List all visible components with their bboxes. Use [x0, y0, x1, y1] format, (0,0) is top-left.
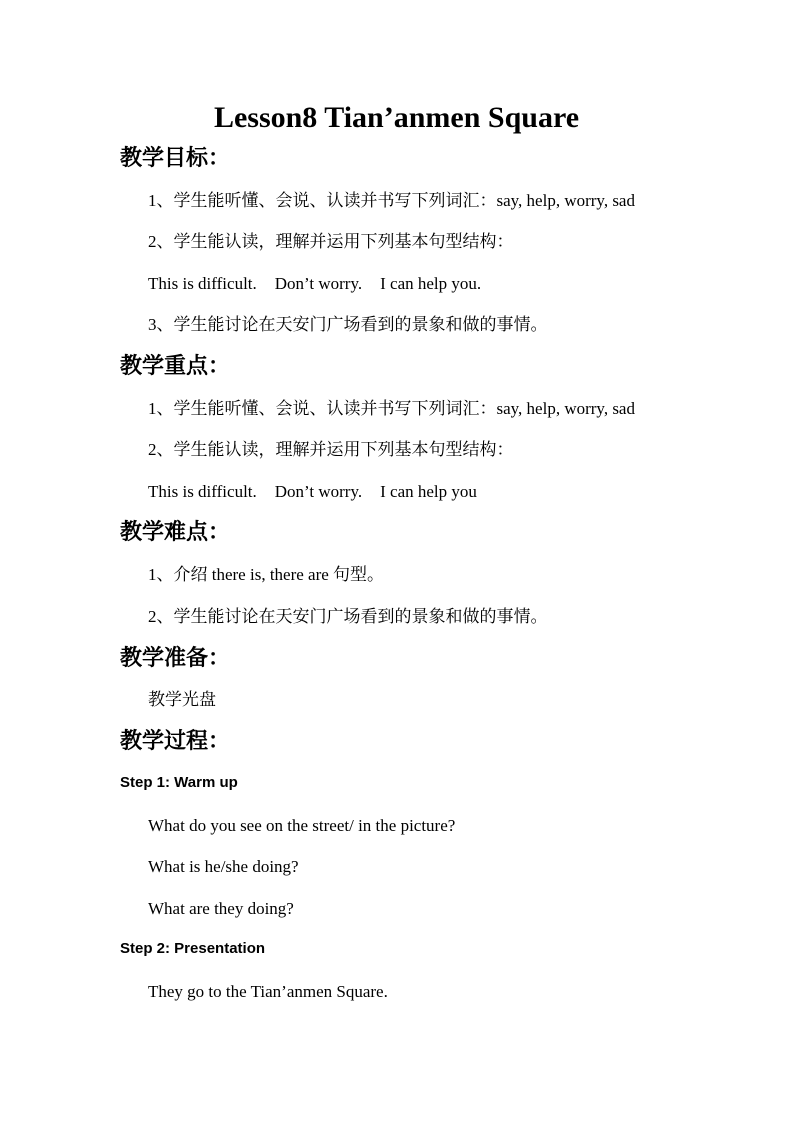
step-2-label: Step 2: Presentation	[120, 940, 266, 957]
lesson-title: Lesson8 Tian’anmen Square	[213, 101, 580, 134]
difficulties-item-1: 1、介绍 there is, there are 句型。	[148, 565, 385, 584]
difficulties-heading: 教学难点：	[120, 520, 231, 545]
process-heading: 教学过程：	[120, 729, 231, 754]
step-1-question-1: What do you see on the street/ in the picture?	[148, 816, 456, 835]
sentence-difficult: This is difficult.	[148, 482, 257, 501]
sentence-help-you: I can help you	[380, 482, 477, 501]
step-1-question-3: What are they doing?	[148, 899, 294, 918]
objectives-heading: 教学目标：	[120, 146, 231, 171]
objectives-item-1: 1、学生能听懂、会说、认读并书写下列词汇：say, help, worry, sad	[148, 191, 635, 210]
step-2-line-1: They go to the Tian’anmen Square.	[148, 982, 388, 1001]
objectives-item-3: 3、学生能讨论在天安门广场看到的景象和做的事情。	[148, 315, 548, 334]
objectives-item-2: 2、学生能认读，理解并运用下列基本句型结构：	[148, 232, 514, 251]
key-points-heading: 教学重点：	[120, 354, 231, 379]
sentence-dont-worry: Don’t worry.	[274, 274, 363, 293]
key-points-item-1: 1、学生能听懂、会说、认读并书写下列词汇：say, help, worry, sad	[148, 399, 635, 418]
step-1-label: Step 1: Warm up	[120, 774, 238, 791]
objectives-sentences	[148, 272, 481, 296]
key-points-item-2: 2、学生能认读，理解并运用下列基本句型结构：	[148, 440, 514, 459]
sentence-difficult: This is difficult.	[148, 274, 257, 293]
step-1-question-2: What is he/she doing?	[148, 857, 299, 876]
preparation-item-1: 教学光盘	[148, 690, 216, 709]
preparation-heading: 教学准备：	[120, 646, 231, 671]
sentence-help-you: I can help you.	[380, 274, 482, 293]
sentence-dont-worry: Don’t worry.	[274, 482, 363, 501]
difficulties-item-2: 2、学生能讨论在天安门广场看到的景象和做的事情。	[148, 607, 548, 626]
key-points-sentences	[148, 480, 477, 504]
